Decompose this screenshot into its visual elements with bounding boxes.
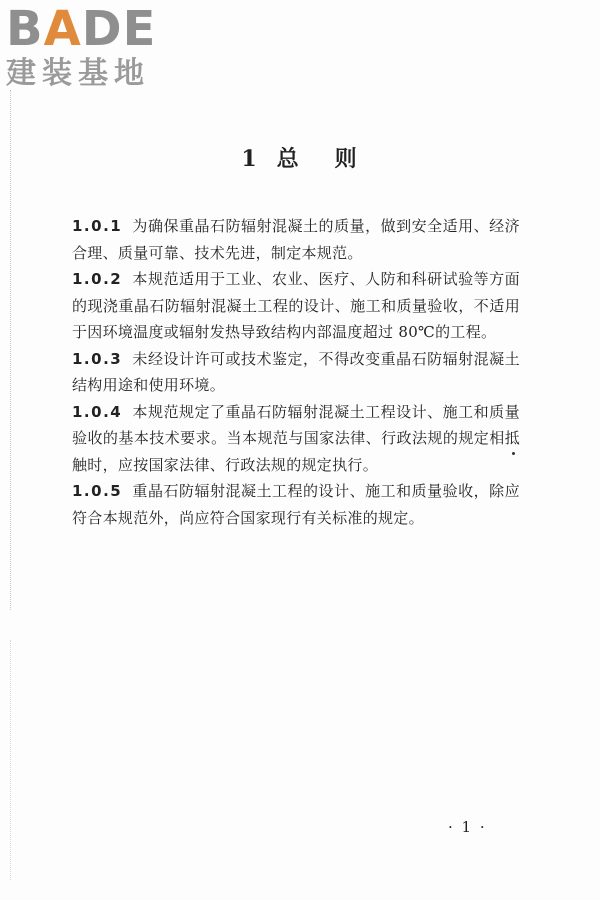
clause-number: 1.0.5 [72,482,123,500]
clause-item [72,346,520,399]
clause-text: 重晶石防辐射混凝土工程的设计、施工和质量验收，除应符合本规范外，尚应符合国家现行有关标准的规定。 [72,482,520,527]
chapter-title-char: 则 [334,146,359,172]
clause-list [72,213,520,531]
clause-number: 1.0.1 [72,217,123,235]
page-number: · 1 · [448,818,487,836]
clause-number: 1.0.3 [72,349,123,368]
clause-item [72,478,520,531]
clause-text: 为确保重晶石防辐射混凝土的质量，做到安全适用、经济合理、质量可靠、技术先进，制定本规范。 [72,217,520,262]
logo-subtitle: 建装基地 [6,56,150,91]
clause-text: 本规范规定了重晶石防辐射混凝土工程设计、施工和质量验收的基本技术要求。当本规范与国家法律、行政法规的规定相抵触时，应按国家法律、行政法规的规定执行。 [72,402,520,474]
watermark-logo [6,1,186,92]
chapter-title [0,142,600,173]
clause-text: 本规范适用于工业、农业、医疗、人防和科研试验等方面的现浇重晶石防辐射混凝土工程的设计、施工和质量验收，不适用于因环境温度或辐射发热导致结构内部温度超过 80℃的工程。 [72,270,520,341]
clause-item [72,266,520,346]
clause-text: 未经设计许可或技术鉴定，不得改变重晶石防辐射混凝土结构用途和使用环境。 [72,349,520,394]
chapter-title-char: 总 [276,146,301,172]
logo-brand: BADE [6,1,157,57]
clause-item [72,399,520,479]
chapter-number: 1 [241,146,259,172]
scan-edge-line-lower [10,640,12,880]
clause-item [72,213,520,266]
scan-speck [512,452,515,455]
clause-number: 1.0.2 [72,270,123,288]
clause-number: 1.0.4 [72,402,123,421]
